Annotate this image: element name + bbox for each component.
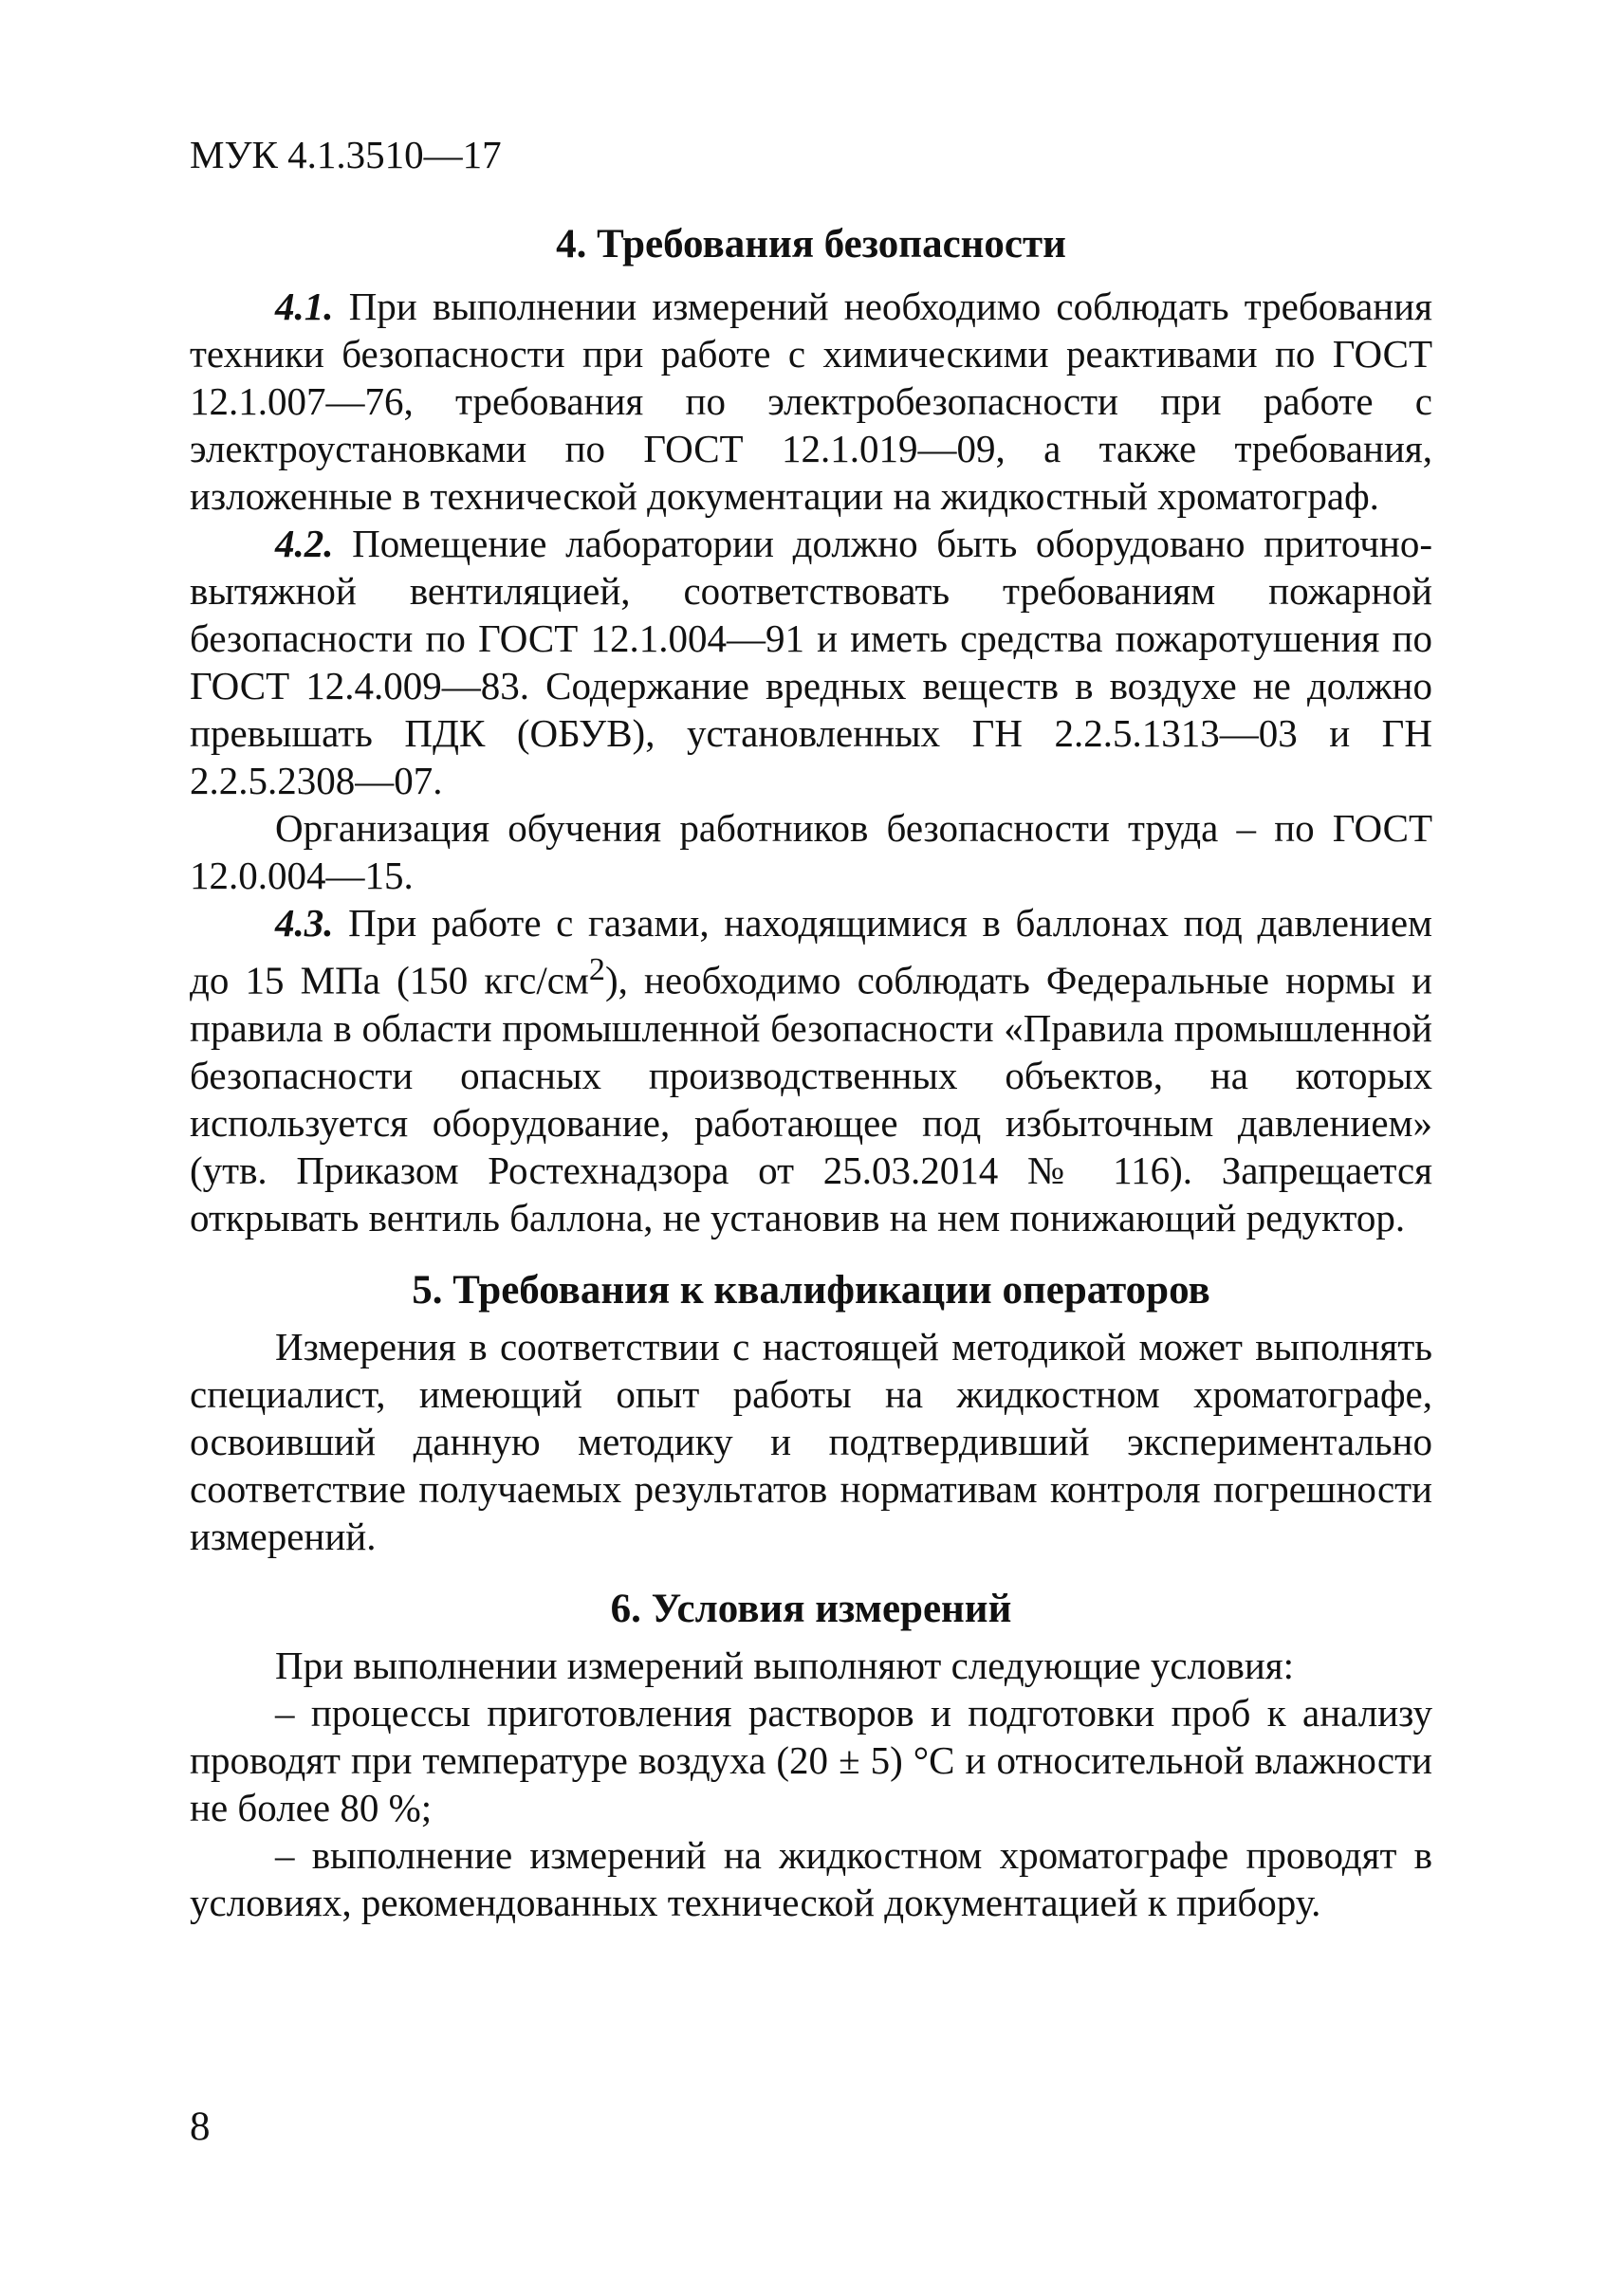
- paragraph-number: 4.3.: [275, 901, 334, 945]
- paragraph-text: – процессы приготовления растворов и подготовки проб к анализу проводят при температуре воздуха (20 ± 5) °С и относительной влажности не более 80 %;: [190, 1690, 1432, 1829]
- section-5-heading: 5. Требования к квалификации операторов: [412, 1267, 1210, 1313]
- paragraph-text: При выполнении измерений выполняют следующие условия:: [275, 1643, 1295, 1687]
- paragraph-text: При работе с газами, находящимися в баллонах под давлением до 15 МПа (150 кгс/см: [190, 901, 1433, 1002]
- paragraph-number: 4.2.: [275, 522, 334, 565]
- page-content: [190, 220, 1432, 1926]
- section-4-heading: 4. Требования безопасности: [556, 222, 1066, 266]
- document-code: МУК 4.1.3510—17: [190, 133, 502, 176]
- paragraph-text: – выполнение измерений на жидкостном хроматографе проводят в условиях, рекомендованных технической документацией к прибору.: [190, 1832, 1432, 1924]
- page-number: 8: [190, 2104, 211, 2149]
- paragraph-training: [190, 804, 1432, 899]
- paragraph-4-3: [190, 899, 1432, 1241]
- paragraph-text: Измерения в соответствии с настоящей методикой может выполнять специалист, имеющий опыт работы на жидкостном хроматографе, освоивший данную методику и подтвердивший экспериментально соответствие получаемых результатов нормативам контроля погрешности измерений.: [190, 1324, 1432, 1558]
- paragraph-text: Организация обучения работников безопасности труда – по ГОСТ 12.0.004—15.: [190, 806, 1432, 897]
- paragraph-text-continued: ), необходимо соблюдать Федеральные нормы и правила в области промышленной безопасности «Правила промышленной безопасности опасных производственных объектов, на которых используется оборудование, работающее под избыточным давлением» (утв. Приказом Ростехнадзора от 25.03.2014 № 116). Запрещается открывать вентиль баллона, не установив на нем понижающий редуктор.: [190, 958, 1432, 1240]
- paragraph-number: 4.1.: [275, 285, 334, 328]
- paragraph-4-2: [190, 520, 1432, 804]
- section-6-heading: 6. Условия измерений: [610, 1586, 1012, 1631]
- paragraph-conditions-intro: [190, 1642, 1432, 1689]
- paragraph-text: Помещение лаборатории должно быть оборудовано приточно-вытяжной вентиляцией, соответствовать требованиям пожарной безопасности по ГОСТ 12.1.004—91 и иметь средства пожаротушения по ГОСТ 12.4.009—83. Содержание вредных веществ в воздухе не должно превышать ПДК (ОБУВ), установленных ГН 2.2.5.1313—03 и ГН 2.2.5.2308—07.: [190, 522, 1432, 802]
- paragraph-qualification: [190, 1323, 1432, 1560]
- paragraph-condition-2: [190, 1831, 1432, 1926]
- paragraph-4-1: [190, 283, 1432, 520]
- paragraph-text: При выполнении измерений необходимо соблюдать требования техники безопасности при работе с химическими реактивами по ГОСТ 12.1.007—76, требования по электробезопасности при работе с электроустановками по ГОСТ 12.1.019—09, а также требования, изложенные в технической документации на жидкостный хроматограф.: [190, 285, 1433, 518]
- superscript: 2: [588, 952, 605, 987]
- paragraph-condition-1: [190, 1689, 1432, 1831]
